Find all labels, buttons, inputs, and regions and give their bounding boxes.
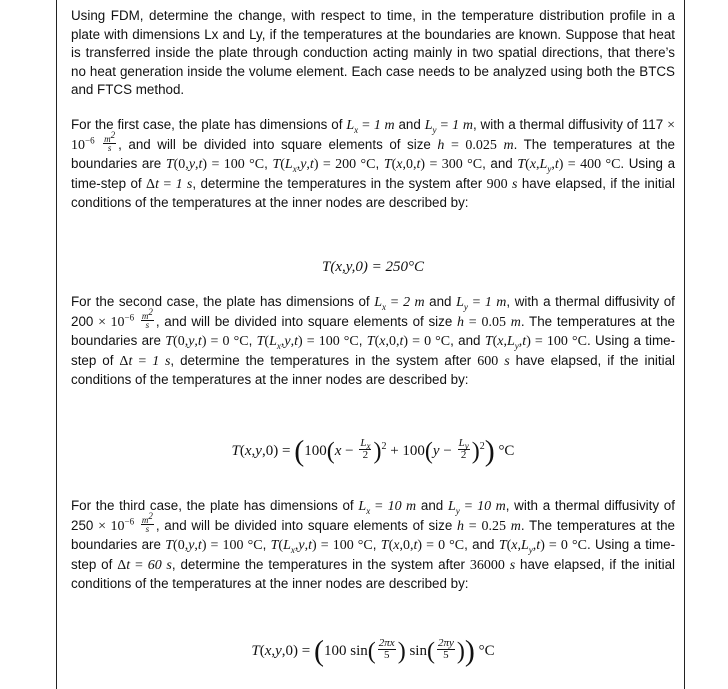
case3-h: 0.25 bbox=[481, 518, 506, 534]
right-border-line bbox=[684, 0, 685, 689]
case3-txl: 0 °C bbox=[560, 538, 587, 554]
case2-ly: 1 m bbox=[484, 295, 507, 310]
case2-elapsed: 600 bbox=[477, 353, 499, 369]
case3-elapsed: 36000 bbox=[469, 557, 505, 573]
case2-initial-condition: T(x,y,0) = (100(x − $\frac{L_x}{2}$ )$^2$ + 100(y − $\frac{L_y}{2}$ )$^2$) °C bbox=[231, 434, 515, 468]
case2-paragraph: For the second case, the plate has dimensions of $L_x = 2$ m and $L_y = 1$ m, with a thermal diffusivity of $200 \times 10^{-6}$ $\frac{m^2}{s}$ , and will be divided into square elements of size h = 0.05 m. The temperatures at the boundaries are T(0,y,t) = 0 °C, $T(L_x,y,t) = 100$ °C, T(x,0,t) = 0 °C, and $T(x,L_y,t) = 100$ °C. Using a time-step of Δt = 1 s, determine the temperatures in the system after 600 s have elapsed, if the initial conditions of the temperatures at the inner nodes are described by: bbox=[71, 294, 676, 388]
case1-tly: 200 °C bbox=[335, 157, 376, 173]
case2-t0y: 0 °C bbox=[222, 334, 249, 350]
case1-ly: 1 m bbox=[452, 118, 473, 133]
case1-dt: 1 s bbox=[175, 176, 193, 192]
case1-tx0: 300 °C bbox=[441, 157, 483, 173]
case1-elapsed: 900 bbox=[486, 176, 508, 192]
case3-dt: 60 s bbox=[147, 557, 172, 573]
case3-tx0: 0 °C bbox=[438, 538, 465, 554]
case3-paragraph: For the third case, the plate has dimensions of $L_x = 10$ m and $L_y = 10$ m, with a thermal diffusivity of $250 \times 10^{-6}$ $\frac{m^2}{s}$ , and will be divided into square elements of size h = 0.25 m. The temperatures at the boundaries are T(0,y,t) = 100 °C, $T(L_x,y,t) = 100$ °C, T(x,0,t) = 0 °C, and $T(x,L_y,t) = 0$ °C. Using a time-step of Δt = 60 s, determine the temperatures in the system after 36000 s have elapsed, if the initial conditions of the temperatures at the inner nodes are described by: bbox=[71, 498, 676, 592]
case2-tx0: 0 °C bbox=[424, 334, 451, 350]
case1-lx: 1 m bbox=[373, 118, 395, 133]
case1-initial-condition: T(x,y,0) = 250°C bbox=[322, 259, 424, 275]
case1-txl: 400 °C bbox=[580, 157, 621, 173]
case1-paragraph: For the first case, the plate has dimensions of $L_x = 1$ m and $L_y = 1$ m, with a thermal diffusivity of $117 \times 10^{-6}$ $\frac{m^2}{s}$ , and will be divided into square elements of size h = 0.025 m. The temperatures at the boundaries are T(0,y,t) = 100 °C, $T(L_x,y,t) = 200$ °C, T(x,0,t) = 300 °C, and $T(x,L_y,t) = 400$ °C. Using a time-step of Δt = 1 s, determine the temperatures in the system after 900 s have elapsed, if the initial conditions of the temperatures at the inner nodes are described by: bbox=[71, 117, 676, 211]
case1-h: 0.025 bbox=[465, 137, 497, 153]
case3-lx: 10 m bbox=[387, 499, 417, 514]
case2-h: 0.05 bbox=[481, 314, 506, 330]
case2-lx: 2 m bbox=[403, 295, 425, 310]
case3-ly: 10 m bbox=[477, 499, 506, 514]
case1-t0y: 100 °C bbox=[223, 157, 265, 173]
case3-tly: 100 °C bbox=[332, 538, 373, 554]
case3-intro-text: For the third case, the plate has dimensions of bbox=[71, 498, 354, 513]
case3-initial-condition: T(x,y,0) = (100 sin( $\frac{2\pi x}{5}$ ) sin( $\frac{2\pi y}{5}$ )) °C bbox=[251, 634, 495, 668]
case1-diffusivity: 117 bbox=[641, 117, 664, 132]
case3-diffusivity: 250 bbox=[71, 517, 94, 533]
case2-txl: 100 °C bbox=[546, 334, 587, 350]
case2-intro-text: For the second case, the plate has dimensions of bbox=[71, 294, 370, 309]
case1-intro-text: For the first case, the plate has dimensions of bbox=[71, 117, 343, 132]
case3-t0y: 100 °C bbox=[222, 538, 263, 554]
intro-paragraph: Using FDM, determine the change, with respect to time, in the temperature distribution profile in a plate with dimensions Lx and Ly, if the temperatures at the boundaries are known. Suppose that heat is transferred inside the plate through conduction acting mainly in two spatial directions, that there’s no heat generation inside the volume element. Each case needs to be analyzed using both the BTCS and FTCS method. bbox=[71, 8, 675, 98]
case2-tly: 100 °C bbox=[318, 334, 359, 350]
left-border-line bbox=[56, 0, 57, 689]
case2-diffusivity: 200 bbox=[71, 313, 94, 329]
case2-dt: 1 s bbox=[152, 353, 171, 369]
